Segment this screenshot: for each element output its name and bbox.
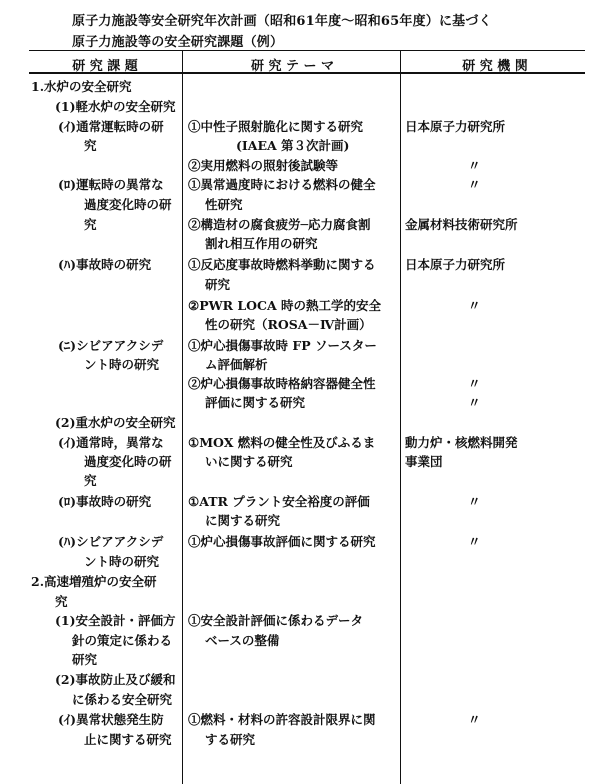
subject-1: 1.水炉の安全研究 — [31, 79, 132, 94]
table-column-divider-2 — [400, 50, 401, 784]
subject-1-2-ro: (ﾛ)事故時の研究 — [58, 494, 152, 509]
theme-4-cont: 割れ相互作用の研究 — [205, 236, 318, 251]
header-theme: 研 究 テ ー マ — [250, 59, 335, 74]
theme-4: ②構造材の腐食疲労─応力腐食割 — [188, 217, 371, 232]
org-13-ditto: 〃 — [468, 712, 481, 727]
org-8-ditto: 〃 — [468, 395, 481, 410]
theme-1: ①中性子照射脆化に関する研究 — [188, 119, 364, 134]
document-title-line2: 原子力施設等の安全研究課題（例） — [72, 35, 284, 50]
org-6-ditto: 〃 — [468, 298, 481, 313]
theme-1-cont: (IAEA 第３次計画) — [236, 138, 350, 153]
subject-2-2-i-cont: 止に関する研究 — [84, 732, 172, 747]
subject-1-1-i-cont: 究 — [84, 138, 97, 153]
theme-2: ②実用燃料の照射後試験等 — [188, 158, 339, 173]
org-10-ditto: 〃 — [468, 494, 481, 509]
theme-3-cont: 性研究 — [205, 197, 243, 212]
theme-5-cont: 研究 — [205, 277, 231, 292]
subject-1-2-i: (ｲ)通常時，異常な — [58, 435, 164, 450]
subject-1-1-ro-cont1: 過度変化時の研 — [84, 197, 172, 212]
subject-2-2-cont: に係わる安全研究 — [72, 692, 173, 707]
theme-13: ①燃料・材料の許容設計限界に関 — [188, 712, 376, 727]
subject-1-1-ni-cont: ント時の研究 — [84, 357, 160, 372]
subject-2-1-cont2: 研究 — [72, 652, 98, 667]
subject-1-1: (1)軽水炉の安全研究 — [55, 99, 176, 114]
theme-8: ②炉心損傷事故時格納容器健全性 — [188, 376, 376, 391]
subject-1-1-i: (ｲ)通常運転時の研 — [58, 119, 164, 134]
theme-3: ①異常過度時における燃料の健全 — [188, 177, 376, 192]
theme-11: ①炉心損傷事故評価に関する研究 — [188, 534, 376, 549]
subject-1-2-i-cont2: 究 — [84, 473, 97, 488]
document-title-line1: 原子力施設等安全研究年次計画（昭和61年度～昭和65年度）に基づく — [72, 14, 492, 29]
table-column-divider-1 — [182, 50, 183, 784]
org-9: 動力炉・核燃料開発 — [405, 435, 518, 450]
subject-1-1-ha: (ﾊ)事故時の研究 — [58, 257, 152, 272]
subject-1-1-ro-cont2: 究 — [84, 217, 97, 232]
theme-10-cont: に関する研究 — [205, 513, 281, 528]
subject-1-2: (2)重水炉の安全研究 — [55, 415, 176, 430]
theme-8-cont: 評価に関する研究 — [205, 395, 306, 410]
subject-1-2-i-cont1: 過度変化時の研 — [84, 454, 172, 469]
header-org: 研 究 機 関 — [462, 59, 528, 74]
theme-5: ①反応度事故時燃料挙動に関する — [188, 257, 376, 272]
subject-2-cont: 究 — [55, 594, 68, 609]
subject-1-1-ro: (ﾛ)運転時の異常な — [58, 177, 164, 192]
org-5: 日本原子力研究所 — [405, 257, 506, 272]
org-4: 金属材料技術研究所 — [405, 217, 518, 232]
org-9-cont: 事業団 — [405, 454, 443, 469]
org-7-ditto: 〃 — [468, 376, 481, 391]
subject-2-1: (1)安全設計・評価方 — [55, 613, 176, 628]
table-top-border — [29, 50, 585, 51]
theme-6: ②PWR LOCA 時の熱工学的安全 — [188, 298, 382, 313]
theme-12: ①安全設計評価に係わるデータ — [188, 613, 364, 628]
theme-6-cont: 性の研究（ROSA－Ⅳ計画） — [205, 317, 372, 332]
theme-7: ①炉心損傷事故時 FP ソースター — [188, 338, 377, 353]
theme-9: ①MOX 燃料の健全性及びふるま — [188, 435, 376, 450]
subject-2-2-i: (ｲ)異常状態発生防 — [58, 712, 164, 727]
header-subject: 研 究 課 題 — [72, 59, 138, 74]
theme-10: ①ATR プラント安全裕度の評価 — [188, 494, 370, 509]
subject-1-2-ha-cont: ント時の研究 — [84, 554, 160, 569]
subject-1-1-ni: (ﾆ)シビアアクシデ — [58, 338, 164, 353]
theme-13-cont: する研究 — [205, 732, 256, 747]
subject-1-2-ha: (ﾊ)シビアアクシデ — [58, 534, 164, 549]
org-11-ditto: 〃 — [468, 534, 481, 549]
theme-9-cont: いに関する研究 — [205, 454, 293, 469]
subject-2: 2.高速増殖炉の安全研 — [31, 574, 157, 589]
org-3-ditto: 〃 — [468, 177, 481, 192]
theme-12-cont: ベースの整備 — [205, 633, 280, 648]
org-1: 日本原子力研究所 — [405, 119, 506, 134]
theme-7-cont: ム評価解析 — [205, 357, 268, 372]
subject-2-2: (2)事故防止及び緩和 — [55, 672, 176, 687]
subject-2-1-cont1: 針の策定に係わる — [72, 633, 173, 648]
org-2-ditto: 〃 — [468, 158, 481, 173]
